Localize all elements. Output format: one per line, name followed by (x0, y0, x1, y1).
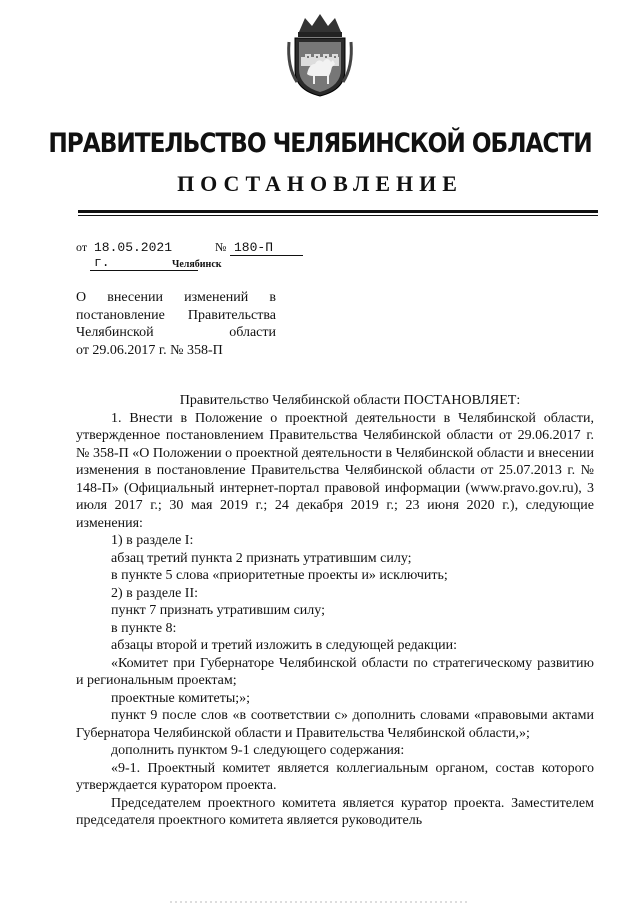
subject-line: Челябинской области (76, 325, 276, 340)
body-paragraph: «9-1. Проектный комитет является коллегиальным органом, состав которого утверждается куратором проекта. (76, 760, 594, 793)
body-paragraph: дополнить пунктом 9-1 следующего содержания: (111, 743, 405, 758)
body-paragraph: проектные комитеты;»; (111, 690, 251, 706)
preamble: Правительство Челябинской области ПОСТАНОВЛЯЕТ: (179, 393, 521, 408)
body-paragraph: Председателем проектного комитета является куратор проекта. Заместителем председателя проектного комитета является руководитель (76, 795, 594, 828)
body-paragraph: в пункте 8: (111, 620, 177, 636)
header-rule-thick (78, 210, 598, 213)
body-paragraph: абзац третий пункта 2 признать утратившим силу; (111, 550, 412, 566)
body-paragraph: 1) в разделе I: (111, 533, 194, 548)
date-from-label: от (76, 240, 88, 254)
decree-number-label: № (215, 240, 227, 254)
scan-edge-marks (0, 896, 640, 905)
body-paragraph: 2) в разделе II: (111, 585, 199, 601)
decree-date: 18.05.2021 г. (90, 240, 198, 271)
decree-subject (76, 289, 276, 359)
chelyabinsk-coat-of-arms-icon (285, 12, 355, 97)
body-paragraph: «Комитет при Губернаторе Челябинской области по стратегическому развитию и региональным проектам; (76, 655, 594, 688)
subject-line: от 29.06.2017 г. № 358-П (76, 342, 223, 358)
government-title: ПРАВИТЕЛЬСТВО ЧЕЛЯБИНСКОЙ ОБЛАСТИ (48, 128, 592, 159)
body-paragraph: пункт 7 признать утратившим силу; (111, 603, 325, 618)
city-name: Челябинск (172, 259, 222, 270)
body-paragraph: 1. Внести в Положение о проектной деятельности в Челябинской области, утвержденное постановлением Правительства Челябинской области от 29.06.2017 г. № 358-П «О Положении о проектной деятельности в Челябинской области и внесении изменения в постановление Правительства Челябинской области от 25.07.2013 г. № 148-П» (Официальный интернет-портал правовой информации (www.pravo.gov.ru), 3 июля 2017 г.; 30 мая 2019 г.; 24 декабря 2019 г.; 23 июня 2020 г.), следующие изменения: (76, 410, 594, 531)
subject-line: постановление Правительства (76, 307, 276, 323)
document-type-title: ПОСТАНОВЛЕНИЕ (177, 171, 463, 196)
body-paragraph: пункт 9 после слов «в соответствии с» дополнить словами «правовыми актами Губернатора Челябинской области и Правительства Челябинской области,»; (76, 708, 594, 741)
body-paragraph: в пункте 5 слова «приоритетные проекты и» исключить; (111, 568, 448, 583)
header-rule-thin (78, 215, 598, 216)
subject-line: О внесении изменений в (76, 290, 276, 305)
decree-body (76, 392, 594, 830)
decree-number: 180-П (230, 240, 305, 256)
body-paragraph: абзацы второй и третий изложить в следующей редакции: (111, 638, 458, 653)
